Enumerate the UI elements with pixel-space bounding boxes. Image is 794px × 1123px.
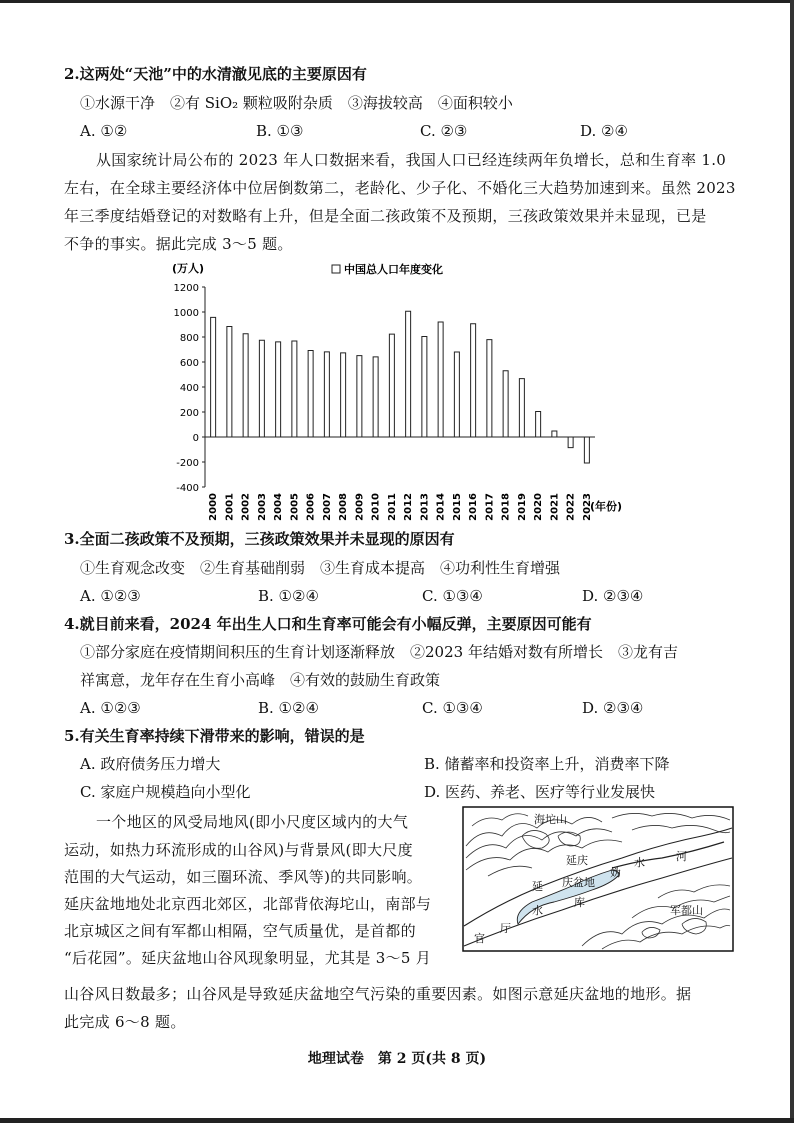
legend-swatch [332, 265, 340, 273]
q3-option-a[interactable]: A. ①②③ [80, 587, 141, 605]
passage2-line-4: 延庆盆地地处北京西北郊区，北部背依海坨山，南部与 [64, 895, 432, 913]
q3-option-c[interactable]: C. ①③④ [422, 587, 483, 605]
q4-option-a[interactable]: A. ①②③ [80, 699, 141, 717]
q4-option-c[interactable]: C. ①③④ [422, 699, 483, 717]
x-tick-label-2002: 2002 [240, 493, 252, 521]
page-top-edge [0, 0, 794, 3]
x-tick-label-2001: 2001 [224, 493, 236, 521]
bar-2002 [243, 334, 248, 437]
passage1-line-2: 左右，在全球主要经济体中位居倒数第二，老龄化、少子化、不婚化三大趋势加速到来。虽然 2023 [64, 179, 736, 197]
x-tick-label-2007: 2007 [321, 493, 333, 521]
q2-stem: 2.这两处“天池”中的水清澈见底的主要原因有 [64, 65, 367, 83]
label-shui: 水 [634, 856, 645, 869]
x-tick-label-2014: 2014 [435, 493, 447, 521]
bar-2017 [487, 340, 492, 437]
x-tick-label-2008: 2008 [338, 493, 350, 521]
passage1-line-3: 年三季度结婚登记的对数略有上升，但是全面二孩政策不及预期，三孩政策效果并未显现，已是 [64, 207, 707, 225]
passage2-line-5: 北京城区之间有军都山相隔，空气质量优，是首都的 [64, 922, 416, 940]
q4-option-d[interactable]: D. ②③④ [582, 699, 644, 717]
q2-items: ①水源干净 ②有 SiO₂ 颗粒吸附杂质 ③海拔较高 ④面积较小 [80, 94, 513, 112]
x-tick-label-2006: 2006 [305, 493, 317, 521]
chart-ylabel: (万人) [172, 262, 205, 275]
label-he: 河 [676, 850, 687, 863]
q4-option-b[interactable]: B. ①②④ [258, 699, 319, 717]
bar-2004 [276, 342, 281, 437]
label-gui: 妫 [610, 866, 621, 879]
bar-2005 [292, 341, 297, 437]
q5-stem: 5.有关生育率持续下滑带来的影响，错误的是 [64, 727, 365, 745]
q3-stem: 3.全面二孩政策不及预期，三孩政策效果并未显现的原因有 [64, 530, 455, 548]
passage1-line-4: 不争的事实。据此完成 3～5 题。 [64, 235, 293, 253]
x-tick-label-2004: 2004 [273, 493, 285, 521]
bar-2007 [324, 352, 329, 437]
x-tick-label-2022: 2022 [565, 493, 577, 521]
x-tick-label-2011: 2011 [386, 493, 398, 521]
chart-title: 中国总人口年度变化 [344, 263, 443, 276]
passage2-line-7: 山谷风日数最多；山谷风是导致延庆盆地空气污染的重要因素。如图示意延庆盆地的地形。据 [64, 985, 692, 1003]
x-tick-label-2005: 2005 [289, 493, 301, 521]
bar-2021 [552, 431, 557, 437]
bar-2022 [568, 437, 573, 448]
y-tick-label: -200 [176, 458, 199, 469]
q5-option-a[interactable]: A. 政府债务压力增大 [80, 755, 221, 773]
q5-option-b[interactable]: B. 储蓄率和投资率上升，消费率下降 [424, 755, 670, 773]
page-bottom-edge [0, 1118, 794, 1123]
page-right-edge [790, 0, 794, 1123]
q3-items: ①生育观念改变 ②生育基础削弱 ③生育成本提高 ④功利性生育增强 [80, 559, 561, 577]
q4-items-line-2: 祥寓意，龙年存在生育小高峰 ④有效的鼓励生育政策 [80, 671, 441, 689]
bar-2012 [406, 311, 411, 437]
x-tick-label-2019: 2019 [516, 493, 528, 521]
q2-option-b[interactable]: B. ①③ [256, 122, 304, 140]
x-tick-label-2020: 2020 [533, 493, 545, 521]
q4-stem: 4.就目前来看，2024 年出生人口和生育率可能会有小幅反弹，主要原因可能有 [64, 615, 592, 633]
q4-items-line-1: ①部分家庭在疫情期间积压的生育计划逐渐释放 ②2023 年结婚对数有所增长 ③龙有吉 [80, 643, 678, 661]
passage2-line-3: 范围的大气运动，如三圈环流、季风等)的共同影响。 [64, 868, 423, 886]
bar-2000 [211, 317, 216, 437]
bar-2018 [503, 371, 508, 437]
page-footer: 地理试卷 第 2 页(共 8 页) [307, 1051, 487, 1067]
bar-2009 [357, 356, 362, 437]
bar-2019 [519, 379, 524, 437]
x-tick-label-2021: 2021 [549, 493, 561, 521]
x-tick-label-2009: 2009 [354, 493, 366, 521]
passage2-line-1: 一个地区的风受局地风(即小尺度区域内的大气 [96, 813, 409, 831]
bar-2020 [536, 412, 541, 438]
bar-2015 [454, 352, 459, 437]
label-jundu-mountain: 军都山 [670, 904, 703, 917]
bar-2001 [227, 327, 232, 438]
bar-2013 [422, 337, 427, 438]
y-tick-label: 0 [192, 433, 199, 444]
y-tick-label: 1200 [173, 283, 199, 294]
bar-2011 [389, 334, 394, 437]
x-tick-label-2015: 2015 [451, 493, 463, 521]
q3-option-b[interactable]: B. ①②④ [258, 587, 319, 605]
x-tick-label-2018: 2018 [500, 493, 512, 521]
q2-option-a[interactable]: A. ①② [80, 122, 128, 140]
population-bar-chart [150, 252, 640, 522]
q5-option-d[interactable]: D. 医药、养老、医疗等行业发展快 [424, 783, 656, 801]
label-ting: 厅 [500, 922, 511, 935]
bar-2016 [471, 324, 476, 437]
bar-2006 [308, 351, 313, 438]
x-tick-label-2023: 2023 [581, 493, 593, 521]
bar-2003 [259, 340, 264, 437]
x-tick-label-2013: 2013 [419, 493, 431, 521]
y-tick-label: 600 [179, 358, 199, 369]
passage1-line-1: 从国家统计局公布的 2023 年人口数据来看，我国人口已经连续两年负增长，总和生育率 1.0 [96, 151, 727, 169]
bar-2023 [584, 437, 589, 463]
yanqing-basin-terrain-map [462, 806, 734, 952]
q2-option-c[interactable]: C. ②③ [420, 122, 468, 140]
label-reservoir-water: 水 [532, 904, 543, 917]
x-tick-label-2000: 2000 [208, 493, 220, 521]
q5-option-c[interactable]: C. 家庭户规模趋向小型化 [80, 783, 251, 801]
y-tick-label: 1000 [173, 308, 199, 319]
chart-xlabel: (年份) [590, 500, 623, 513]
label-haituo-mountain: 海坨山 [534, 813, 567, 826]
label-reservoir-ku: 库 [574, 896, 585, 909]
bar-2014 [438, 322, 443, 437]
bar-2008 [341, 353, 346, 437]
x-tick-label-2016: 2016 [468, 493, 480, 521]
y-tick-label: 200 [179, 408, 199, 419]
passage2-line-2: 运动，如热力环流形成的山谷风)与背景风(即大尺度 [64, 841, 413, 859]
y-tick-label: 400 [179, 383, 199, 394]
y-tick-label: 800 [179, 333, 199, 344]
x-tick-label-2017: 2017 [484, 493, 496, 521]
label-qing-basin: 庆盆地 [562, 876, 595, 889]
q2-option-d[interactable]: D. ②④ [580, 122, 628, 140]
label-guan: 官 [474, 932, 485, 945]
y-tick-label: -400 [176, 483, 199, 494]
x-tick-label-2012: 2012 [403, 493, 415, 521]
q3-option-d[interactable]: D. ②③④ [582, 587, 644, 605]
x-tick-label-2010: 2010 [370, 493, 382, 521]
passage2-line-8: 此完成 6～8 题。 [64, 1013, 186, 1031]
passage2-line-6: “后花园”。延庆盆地山谷风现象明显，尤其是 3～5 月 [64, 949, 432, 967]
bar-2010 [373, 357, 378, 437]
label-yan: 延 [532, 880, 543, 893]
x-tick-label-2003: 2003 [256, 493, 268, 521]
label-yanqing: 延庆 [566, 854, 588, 867]
